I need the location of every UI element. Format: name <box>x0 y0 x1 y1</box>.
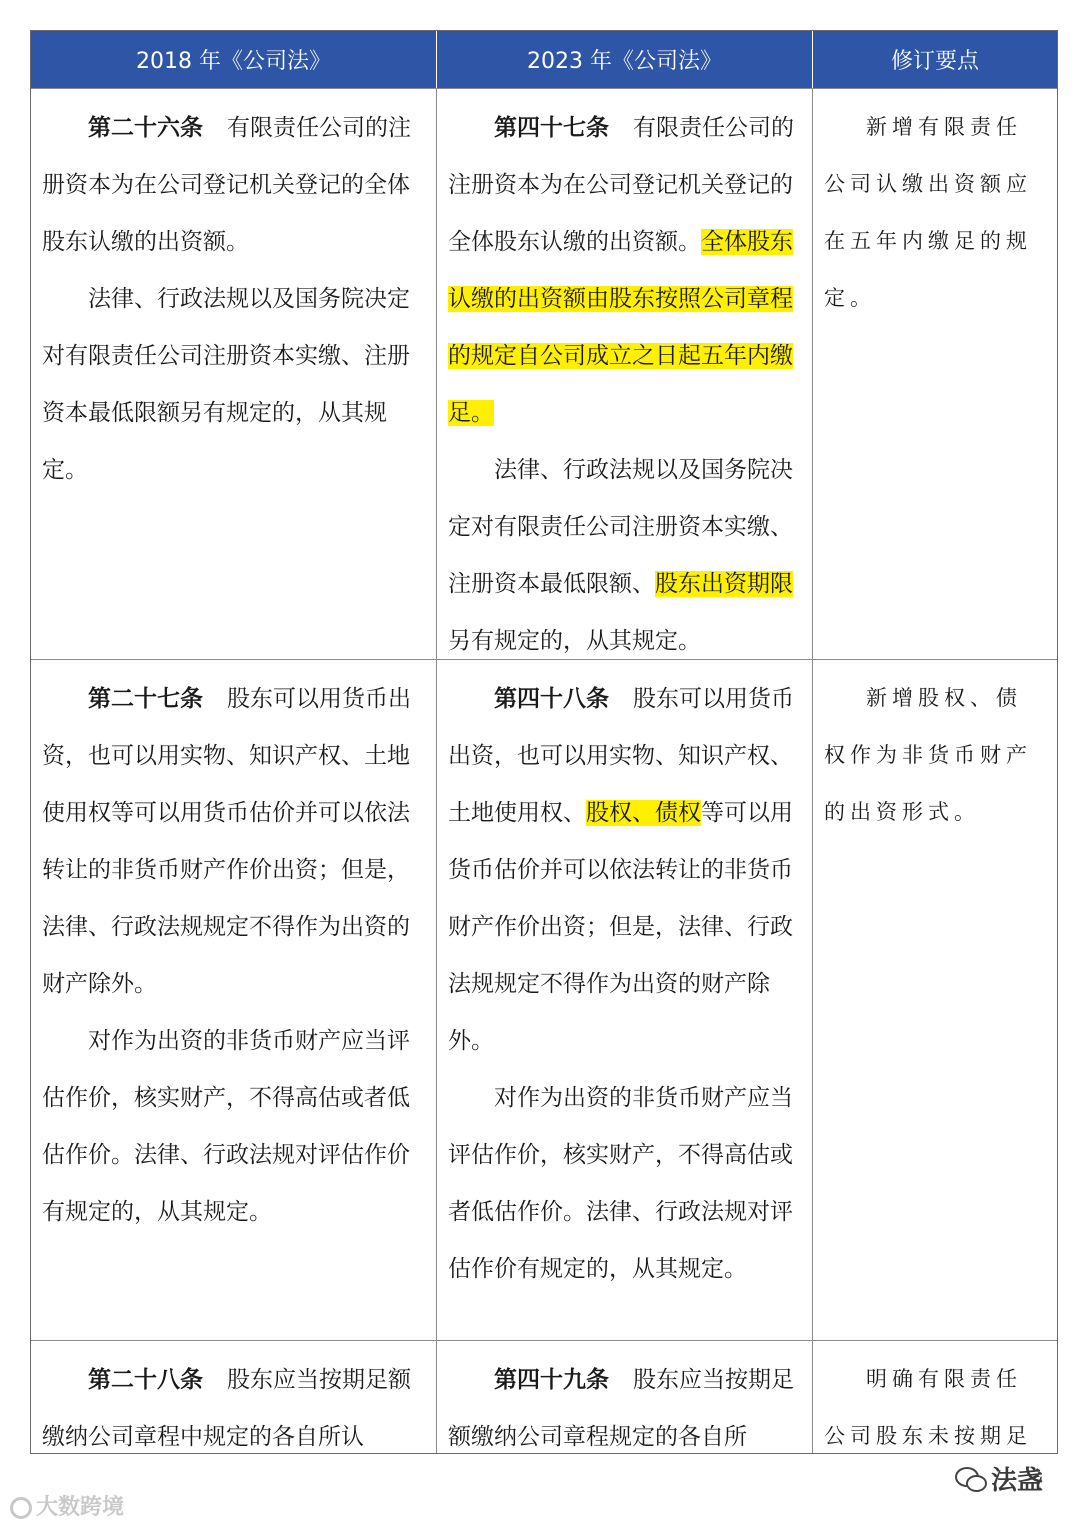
highlighted-text: 股权、债权 <box>586 800 701 826</box>
highlighted-text: 股东出资期限 <box>655 571 793 597</box>
old-law-cell <box>31 660 437 1340</box>
article-text: 有限责任公司的注册资本为在公司登记机关登记的全体股东认缴的出资额。 <box>42 115 411 255</box>
article-text: 股东应当按期足额缴纳公司章程规定的各自所 <box>448 1367 794 1450</box>
article-paragraph <box>42 1351 426 1453</box>
table-header <box>31 31 1057 89</box>
article-number: 第四十九条 <box>494 1366 609 1393</box>
article-number: 第二十八条 <box>88 1366 203 1393</box>
wechat-icon <box>955 1467 985 1491</box>
revision-note: 新增有限责任公司认缴出资额应在五年内缴足的规定。 <box>824 115 1032 310</box>
logo-icon <box>10 1497 32 1519</box>
article-paragraph: 对作为出资的非货币财产应当评估作价，核实财产，不得高估或者低估作价。法律、行政法规对评估作价有规定的，从其规定。 <box>42 1028 410 1225</box>
table-row <box>31 1341 1057 1453</box>
new-law-cell <box>437 1341 813 1453</box>
article-text: 股东可以用货币出资，也可以用实物、知识产权、土地使用权、 <box>448 686 794 826</box>
new-law-cell <box>437 89 813 659</box>
header-2023-law: 2023 年《公司法》 <box>437 31 813 88</box>
revision-note-cell <box>813 660 1057 1340</box>
old-law-cell <box>31 89 437 659</box>
table-row <box>31 660 1057 1341</box>
article-text: 股东可以用货币出资，也可以用实物、知识产权、土地使用权等可以用货币估价并可以依法转让的非货币财产作价出资；但是，法律、行政法规规定不得作为出资的财产除外。 <box>42 686 411 997</box>
article-paragraph <box>42 99 426 271</box>
comparison-table <box>30 30 1058 1454</box>
article-text: 法律、行政法规以及国务院决定对有限责任公司注册资本实缴、注册资本最低限额、 <box>448 457 793 597</box>
article-text: 等可以用货币估价并可以依法转让的非货币财产作价出资；但是，法律、行政法规规定不得作为出资的财产除外。 <box>448 800 793 1054</box>
watermark-account-name: 法盏 <box>991 1466 1044 1496</box>
new-law-cell <box>437 660 813 1340</box>
article-number: 第二十七条 <box>88 685 203 712</box>
article-text: 有限责任公司的注册资本为在公司登记机关登记的全体股东认缴的出资额。 <box>448 115 794 255</box>
old-law-cell <box>31 1341 437 1453</box>
revision-note: 新增股权、债权作为非货币财产的出资形式。 <box>824 686 1032 824</box>
article-number: 第二十六条 <box>88 114 203 141</box>
article-paragraph: 对作为出资的非货币财产应当评估作价，核实财产，不得高估或者低估作价。法律、行政法规对评估作价有规定的，从其规定。 <box>448 1085 793 1282</box>
watermark-text: 大数跨境 <box>36 1495 125 1520</box>
article-paragraph <box>448 99 802 442</box>
highlighted-text: 全体股东认缴的出资额由股东按照公司章程的规定自公司成立之日起五年内缴足。 <box>448 229 793 426</box>
revision-note-cell <box>813 89 1057 659</box>
article-paragraph <box>448 442 802 659</box>
revision-note: 明确有限责任公司股东未按期足 <box>824 1367 1032 1448</box>
watermark-left <box>10 1490 124 1521</box>
table-row <box>31 89 1057 660</box>
article-paragraph: 法律、行政法规以及国务院决定对有限责任公司注册资本实缴、注册资本最低限额另有规定的，从其规定。 <box>42 286 410 483</box>
revision-note-cell <box>813 1341 1057 1453</box>
article-text: 股东应当按期足额缴纳公司章程中规定的各自所认 <box>42 1367 411 1450</box>
article-text: 另有规定的，从其规定。 <box>448 628 701 654</box>
article-paragraph <box>42 670 426 1013</box>
watermark-right <box>955 1460 1043 1497</box>
header-2018-law: 2018 年《公司法》 <box>31 31 437 88</box>
article-number: 第四十八条 <box>494 685 609 712</box>
article-number: 第四十七条 <box>494 114 609 141</box>
header-revision-points: 修订要点 <box>890 49 979 74</box>
article-paragraph <box>448 1351 802 1453</box>
article-paragraph <box>448 670 802 1070</box>
